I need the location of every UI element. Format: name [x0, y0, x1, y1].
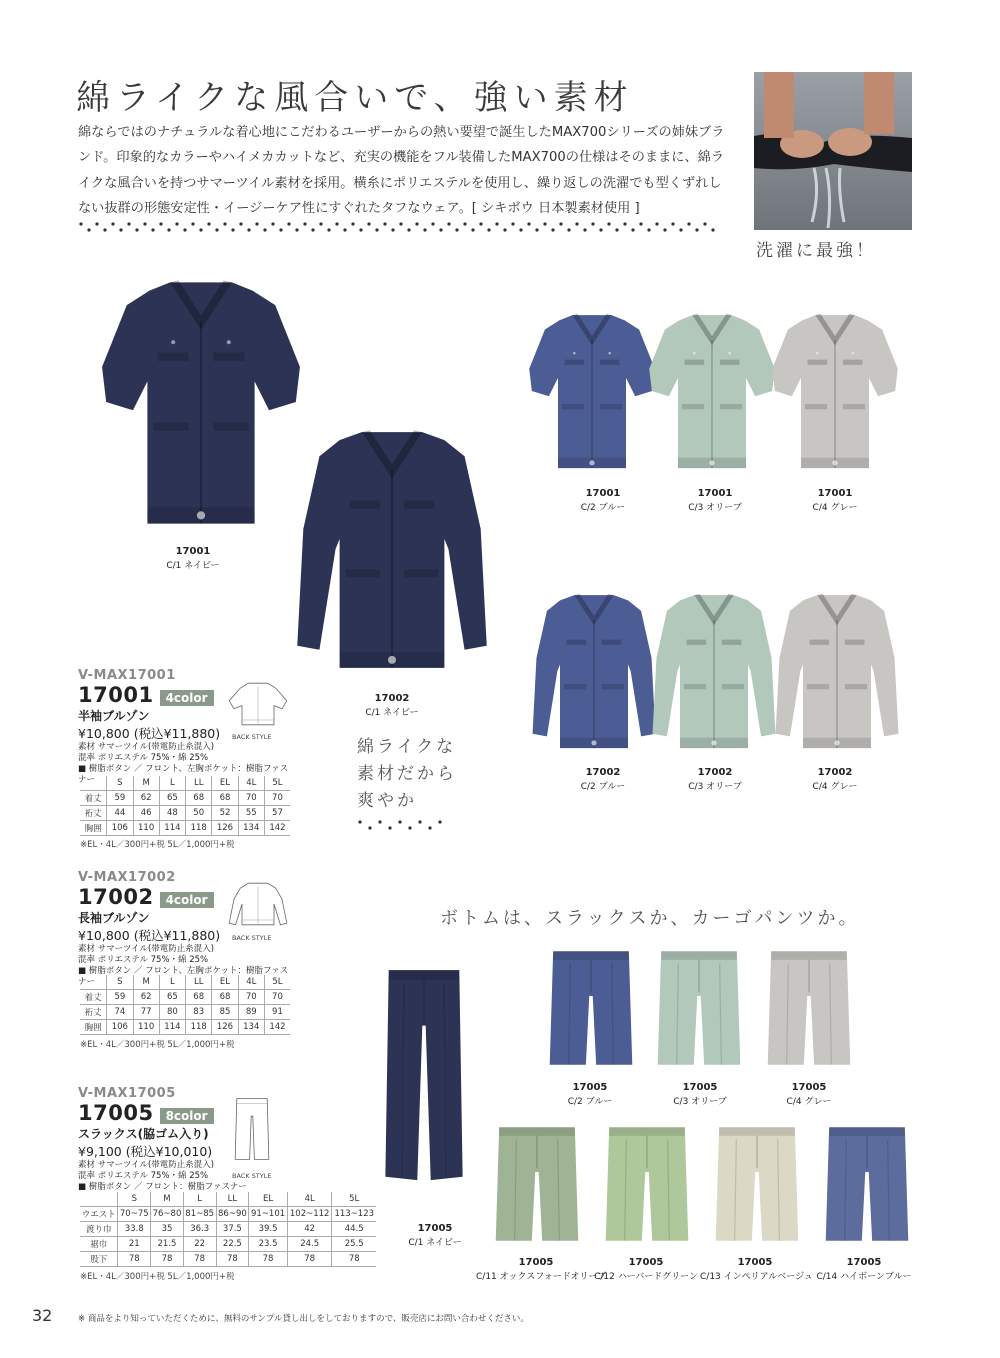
caption-code: 17005 — [846, 1257, 882, 1268]
table-cell: 42 — [287, 1222, 332, 1237]
table-cell: 78 — [183, 1252, 216, 1267]
table-cell: 142 — [264, 821, 290, 836]
table-cell: 118 — [186, 821, 212, 836]
table-cell: 70 — [264, 990, 290, 1005]
table-cell: EL — [212, 975, 238, 990]
spec-material: 素材 サマーツイル(帯電防止糸混入) — [78, 944, 215, 954]
caption-color: C/4 グレー — [786, 1097, 832, 1107]
caption-17005-c1 — [390, 1222, 480, 1250]
spec-number: 17002 — [78, 885, 154, 909]
table-row — [80, 821, 290, 836]
table-cell: 78 — [332, 1252, 376, 1267]
caption-17002-c2 — [558, 766, 648, 794]
table-cell: 44 — [107, 806, 133, 821]
table-cell: 着丈 — [80, 791, 107, 806]
size-note-17001: ※EL・4L／300円+税 5L／1,000円+税 — [80, 840, 235, 850]
table-cell: 57 — [264, 806, 290, 821]
table-cell: 59 — [107, 791, 133, 806]
table-cell: 5L — [264, 975, 290, 990]
color-count-badge: 8color — [160, 1108, 214, 1124]
caption-17005-c3 — [655, 1081, 745, 1109]
table-cell: 76~80 — [151, 1207, 184, 1222]
caption-color: C/3 オリーブ — [688, 782, 742, 792]
table-cell: 126 — [212, 1020, 238, 1035]
table-cell: 33.8 — [118, 1222, 151, 1237]
caption-color: C/2 ブルー — [580, 782, 626, 792]
table-cell: 78 — [287, 1252, 332, 1267]
table-row — [80, 1222, 376, 1237]
table-row — [80, 806, 290, 821]
page-number: 32 — [32, 1306, 53, 1325]
pants-17005-blue-image — [548, 944, 634, 1072]
price-value: ¥9,100 — [78, 1144, 122, 1159]
table-cell: 4L — [287, 1192, 332, 1207]
price-with-tax: (税込¥10,010) — [125, 1144, 213, 1159]
table-cell: LL — [186, 776, 212, 791]
caption-17005-c4 — [764, 1081, 854, 1109]
caption-17005-c12 — [590, 1256, 702, 1284]
dotted-divider — [78, 220, 718, 234]
color-count-badge: 4color — [160, 892, 214, 908]
table-row — [80, 1020, 290, 1035]
table-cell: 62 — [133, 791, 159, 806]
table-cell: 78 — [151, 1252, 184, 1267]
table-cell: 35 — [151, 1222, 184, 1237]
caption-17001-c4 — [790, 487, 880, 515]
price-value: ¥10,800 — [78, 928, 130, 943]
table-cell: 91~101 — [249, 1207, 288, 1222]
table-cell: ウエスト — [80, 1207, 118, 1222]
table-cell: 渡り巾 — [80, 1222, 118, 1237]
table-cell: 25.5 — [332, 1237, 376, 1252]
table-cell: 39.5 — [249, 1222, 288, 1237]
table-cell: 85 — [212, 1005, 238, 1020]
caption-17002-c1 — [347, 692, 437, 720]
table-cell: 胸囲 — [80, 1020, 107, 1035]
caption-color: C/2 ブルー — [580, 503, 626, 513]
jacket-17002-navy-image — [268, 418, 516, 680]
table-cell: 78 — [118, 1252, 151, 1267]
back-style-sketch-icon — [226, 878, 290, 930]
table-cell: 70 — [264, 791, 290, 806]
pants-17005-gray-image — [766, 944, 852, 1072]
spec-model-code: V-MAX17005 — [78, 1086, 176, 1101]
table-cell: 68 — [212, 791, 238, 806]
table-row — [80, 990, 290, 1005]
table-cell: 62 — [133, 990, 159, 1005]
caption-color: C/4 グレー — [812, 782, 858, 792]
intro-paragraph: 綿ならではのナチュラルな着心地にこだわるユーザーからの熱い要望で誕生したMAX700シリーズの姉妹ブランド。印象的なカラーやハイメカカットなど、充実の機能をフル装備したMAX700の仕様はそのままに、綿ライクな風合いを持つサマーツイル素材を採用。横糸にポリエステルを使用し、繰り返しの洗濯でも型くずれしない抜群の形態安定性・イージーケア性にすぐれたタフなウェア。[ シキボウ 日本製素材使用 ] — [78, 125, 725, 217]
table-cell: 89 — [238, 1005, 264, 1020]
table-cell: 106 — [107, 821, 133, 836]
pants-17005-herringbone-blue-image — [824, 1120, 910, 1248]
table-row — [80, 1237, 376, 1252]
caption-color: C/4 グレー — [812, 503, 858, 513]
spec-model-code: V-MAX17001 — [78, 668, 176, 683]
table-cell: 46 — [133, 806, 159, 821]
table-cell: L — [159, 975, 185, 990]
table-cell: 114 — [159, 821, 185, 836]
caption-color: C/12 ハーバードグリーン — [594, 1272, 698, 1282]
caption-17005-c11 — [476, 1256, 607, 1284]
size-note-17002: ※EL・4L／300円+税 5L／1,000円+税 — [80, 1040, 235, 1050]
table-row — [80, 791, 290, 806]
caption-17005-c14 — [814, 1256, 914, 1284]
caption-color: C/11 オックスフォードオリーブ — [476, 1272, 607, 1282]
table-cell: 22.5 — [216, 1237, 249, 1252]
spec-blend: 混率 ポリエステル 75%・綿 25% — [78, 1171, 209, 1181]
caption-code: 17002 — [697, 767, 733, 778]
caption-17002-c4 — [790, 766, 880, 794]
table-cell: 81~85 — [183, 1207, 216, 1222]
table-cell: 74 — [107, 1005, 133, 1020]
washing-photo — [754, 72, 912, 230]
pants-17005-imperial-beige-image — [714, 1120, 800, 1248]
bottoms-heading: ボトムは、スラックスか、カーゴパンツか。 — [440, 908, 860, 929]
caption-code: 17005 — [417, 1223, 453, 1234]
table-header-row — [80, 776, 290, 791]
mid-tagline-line: 爽やか — [357, 791, 417, 811]
spec-details: ■ 樹脂ボタン ／ フロント：樹脂ファスナー — [78, 1182, 247, 1192]
spec-material: 素材 サマーツイル(帯電防止糸混入) — [78, 1160, 215, 1170]
caption-code: 17005 — [682, 1082, 718, 1093]
table-cell: 70~75 — [118, 1207, 151, 1222]
pants-17005-olive-image — [656, 944, 742, 1072]
caption-code: 17001 — [175, 546, 211, 557]
caption-color: C/3 オリーブ — [673, 1097, 727, 1107]
pants-17005-navy-image — [382, 942, 466, 1210]
mid-tagline-line: 綿ライクな — [357, 737, 457, 757]
color-count-badge: 4color — [160, 690, 214, 706]
table-cell: 5L — [332, 1192, 376, 1207]
table-cell: 4L — [238, 975, 264, 990]
table-cell: L — [183, 1192, 216, 1207]
table-cell: 113~123 — [332, 1207, 376, 1222]
table-cell — [80, 975, 107, 990]
table-header-row — [80, 975, 290, 990]
table-cell: 59 — [107, 990, 133, 1005]
table-cell: 68 — [186, 791, 212, 806]
caption-17005-c13 — [700, 1256, 813, 1284]
spec-number: 17005 — [78, 1101, 154, 1125]
table-row — [80, 1252, 376, 1267]
table-cell: 65 — [159, 990, 185, 1005]
caption-code: 17001 — [585, 488, 621, 499]
table-cell: 110 — [133, 821, 159, 836]
caption-color: C/14 ハイボーンブルー — [816, 1272, 912, 1282]
table-cell: M — [133, 975, 159, 990]
table-cell: S — [107, 776, 133, 791]
table-cell: 5L — [264, 776, 290, 791]
caption-code: 17002 — [817, 767, 853, 778]
size-table-17005 — [80, 1192, 376, 1267]
table-cell: 37.5 — [216, 1222, 249, 1237]
table-row — [80, 1005, 290, 1020]
table-cell: 114 — [159, 1020, 185, 1035]
caption-code: 17005 — [572, 1082, 608, 1093]
table-cell: 68 — [186, 990, 212, 1005]
price-value: ¥10,800 — [78, 726, 130, 741]
caption-code: 17002 — [374, 693, 410, 704]
mid-tagline — [357, 734, 457, 815]
table-cell: 70 — [238, 990, 264, 1005]
size-table-17002 — [80, 975, 290, 1035]
jacket-17002-gray-image — [762, 586, 912, 756]
caption-code: 17005 — [737, 1257, 773, 1268]
table-cell: 胸囲 — [80, 821, 107, 836]
caption-color: C/2 ブルー — [567, 1097, 613, 1107]
table-cell: 142 — [264, 1020, 290, 1035]
spec-details: ■ 樹脂ボタン ／ フロント、左胸ポケット：樹脂ファスナー — [78, 764, 289, 785]
spec-model-code: V-MAX17002 — [78, 870, 176, 885]
spec-material: 素材 サマーツイル(帯電防止糸混入) — [78, 742, 215, 752]
size-table-17001 — [80, 776, 290, 836]
spec-blend: 混率 ポリエステル 75%・綿 25% — [78, 955, 209, 965]
table-cell: 78 — [216, 1252, 249, 1267]
table-cell: LL — [216, 1192, 249, 1207]
table-cell: 134 — [238, 821, 264, 836]
table-cell: 裄丈 — [80, 1005, 107, 1020]
table-cell: 55 — [238, 806, 264, 821]
table-cell: 48 — [159, 806, 185, 821]
pants-17005-oxford-olive-image — [494, 1120, 580, 1248]
back-style-label: BACK STYLE — [232, 1172, 272, 1180]
caption-17001-c2 — [558, 487, 648, 515]
table-cell: 102~112 — [287, 1207, 332, 1222]
caption-code: 17005 — [791, 1082, 827, 1093]
caption-code: 17005 — [628, 1257, 664, 1268]
table-cell: 110 — [133, 1020, 159, 1035]
mid-tagline-line: 素材だから — [357, 764, 457, 784]
spec-blend: 混率 ポリエステル 75%・綿 25% — [78, 753, 209, 763]
table-cell: 80 — [159, 1005, 185, 1020]
table-cell: 21.5 — [151, 1237, 184, 1252]
table-cell: 65 — [159, 791, 185, 806]
caption-17001-c3 — [670, 487, 760, 515]
back-style-sketch-icon — [232, 1090, 272, 1168]
table-cell — [80, 1192, 118, 1207]
caption-code: 17002 — [585, 767, 621, 778]
table-cell: 78 — [249, 1252, 288, 1267]
caption-color: C/1 ネイビー — [408, 1238, 462, 1248]
table-cell: L — [159, 776, 185, 791]
table-cell: 50 — [186, 806, 212, 821]
caption-color: C/13 インペリアルベージュ — [700, 1272, 813, 1282]
table-header-row — [80, 1192, 376, 1207]
table-cell: M — [151, 1192, 184, 1207]
table-cell: 36.3 — [183, 1222, 216, 1237]
table-cell: 21 — [118, 1237, 151, 1252]
caption-17005-c2 — [545, 1081, 635, 1109]
spec-details: ■ 樹脂ボタン ／ フロント、左胸ポケット：樹脂ファスナー — [78, 966, 289, 987]
table-row — [80, 1207, 376, 1222]
table-cell: 83 — [186, 1005, 212, 1020]
caption-color: C/1 ネイビー — [365, 708, 419, 718]
table-cell: 52 — [212, 806, 238, 821]
back-style-label: BACK STYLE — [232, 934, 272, 942]
price-with-tax: (税込¥11,880) — [133, 726, 221, 741]
spec-number: 17001 — [78, 683, 154, 707]
pants-17005-harvard-green-image — [604, 1120, 690, 1248]
photo-caption: 洗濯に最強！ — [756, 241, 876, 261]
mid-dotted-divider — [357, 818, 447, 832]
table-cell — [80, 776, 107, 791]
caption-17001-c1 — [148, 545, 238, 573]
price-with-tax: (税込¥11,880) — [133, 928, 221, 943]
table-cell: 裾巾 — [80, 1237, 118, 1252]
spec-product-name: 長袖ブルゾン — [78, 911, 150, 925]
table-cell: 77 — [133, 1005, 159, 1020]
table-cell: 126 — [212, 821, 238, 836]
table-cell: 118 — [186, 1020, 212, 1035]
table-cell: 68 — [212, 990, 238, 1005]
back-style-label: BACK STYLE — [232, 733, 272, 741]
spec-product-name: スラックス(脇ゴム入り) — [78, 1127, 209, 1141]
caption-color: C/3 オリーブ — [688, 503, 742, 513]
footnote: ※ 商品をより知っていただくために、無料のサンプル貸し出しをしておりますので、販売店にお問い合わせください。 — [78, 1314, 529, 1324]
spec-product-name: 半袖ブルゾン — [78, 709, 150, 723]
caption-17002-c3 — [670, 766, 760, 794]
caption-code: 17001 — [817, 488, 853, 499]
caption-code: 17005 — [518, 1257, 554, 1268]
table-cell: 22 — [183, 1237, 216, 1252]
table-cell: EL — [249, 1192, 288, 1207]
table-cell: 股下 — [80, 1252, 118, 1267]
jacket-17001-gray-image — [760, 306, 910, 476]
size-note-17005: ※EL・4L／300円+税 5L／1,000円+税 — [80, 1272, 235, 1282]
page-headline: 綿ライクな風合いで、強い素材 — [76, 78, 634, 118]
table-cell: S — [118, 1192, 151, 1207]
table-cell: 4L — [238, 776, 264, 791]
back-style-sketch-icon — [226, 678, 290, 730]
table-cell: 裄丈 — [80, 806, 107, 821]
table-cell: 86~90 — [216, 1207, 249, 1222]
caption-code: 17001 — [697, 488, 733, 499]
table-cell: 106 — [107, 1020, 133, 1035]
table-cell: S — [107, 975, 133, 990]
table-cell: 着丈 — [80, 990, 107, 1005]
table-cell: 44.5 — [332, 1222, 376, 1237]
table-cell: 70 — [238, 791, 264, 806]
table-cell: LL — [186, 975, 212, 990]
table-cell: EL — [212, 776, 238, 791]
table-cell: M — [133, 776, 159, 791]
table-cell: 24.5 — [287, 1237, 332, 1252]
caption-color: C/1 ネイビー — [166, 561, 220, 571]
table-cell: 23.5 — [249, 1237, 288, 1252]
table-cell: 91 — [264, 1005, 290, 1020]
table-cell: 134 — [238, 1020, 264, 1035]
